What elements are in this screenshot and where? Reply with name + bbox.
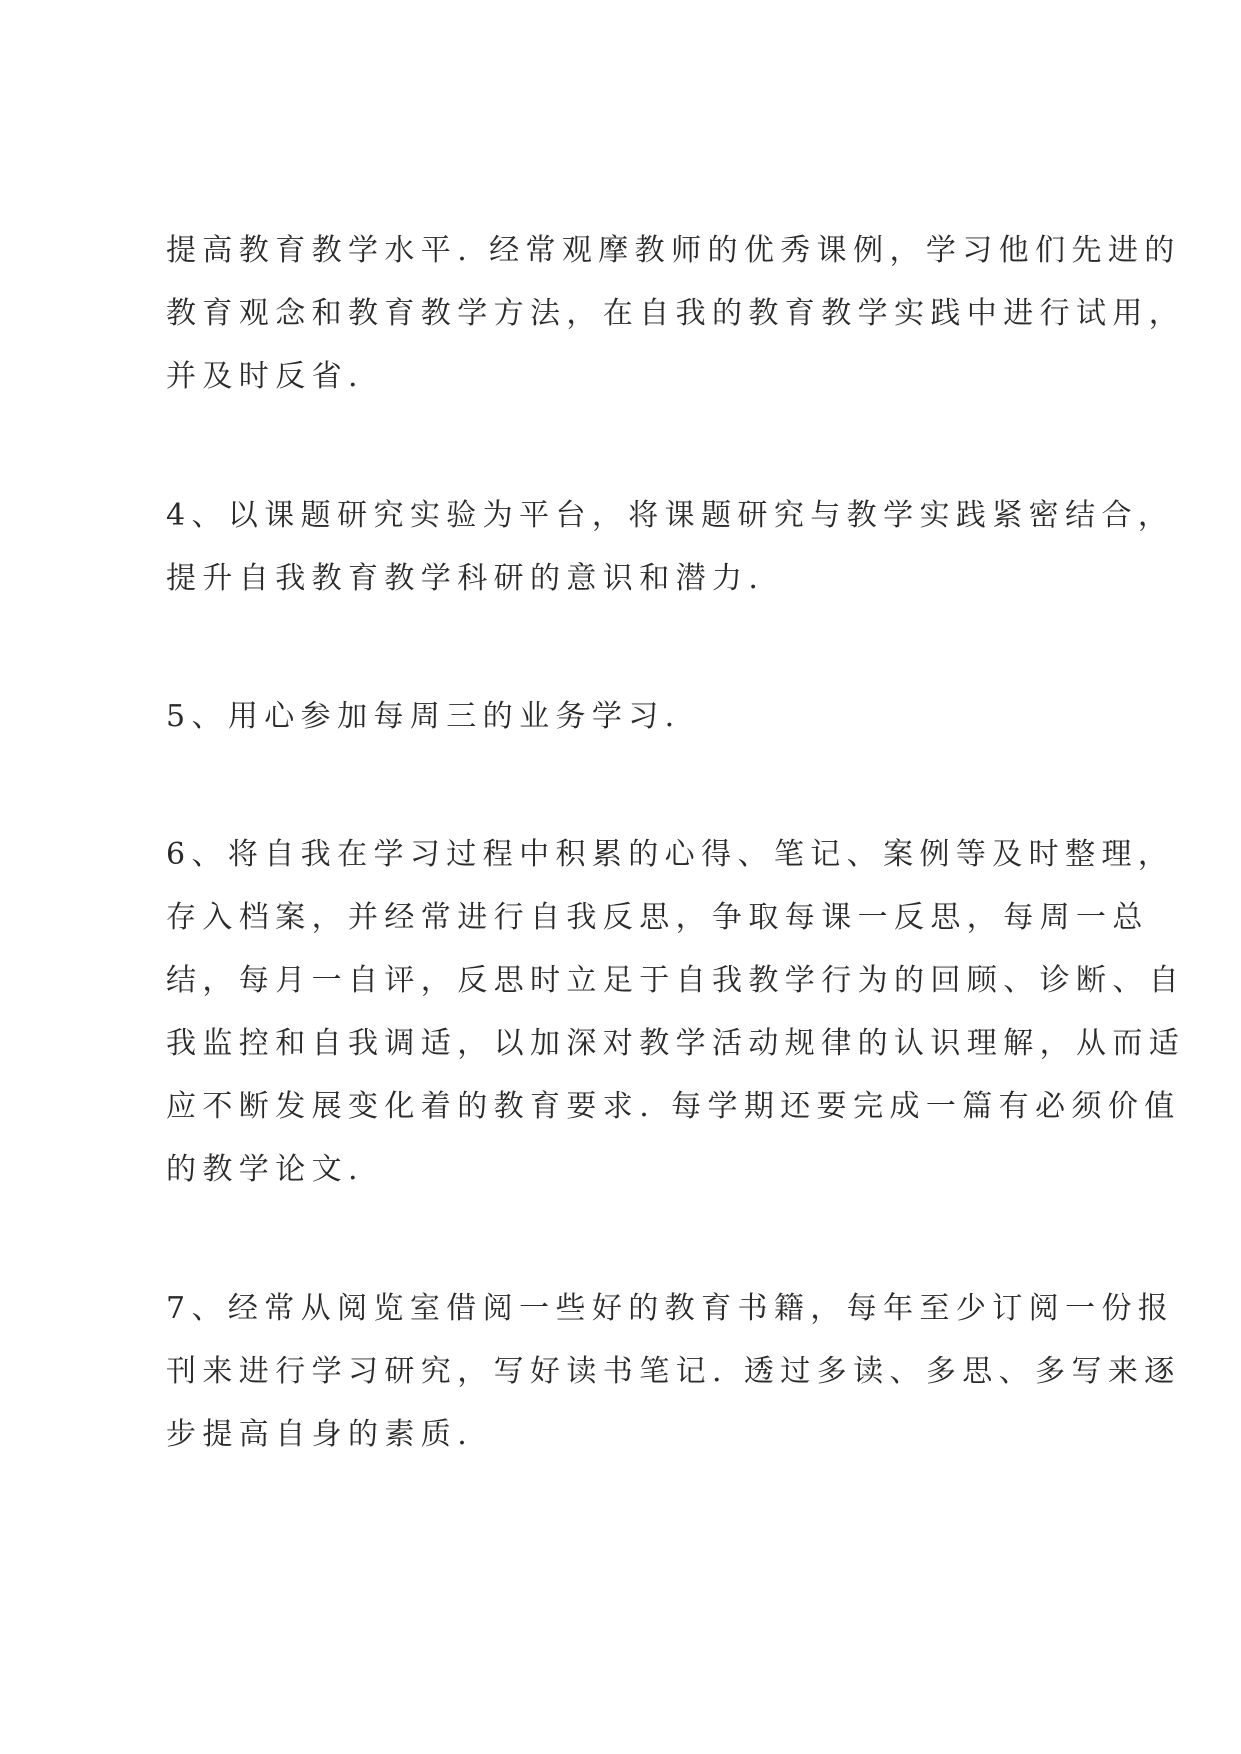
text-line: 结，每月一自评，反思时立足于自我教学行为的回顾、诊断、自 (166, 963, 1186, 998)
text-line: 步提高自身的素质. (166, 1417, 474, 1452)
text-line: 提高教育教学水平. 经常观摩教师的优秀课例，学习他们先进的 (166, 233, 1181, 268)
text-line: 存入档案，并经常进行自我反思，争取每课一反思，每周一总 (166, 900, 1149, 935)
text-line: 教育观念和教育教学方法，在自我的教育教学实践中进行试用， (166, 296, 1186, 331)
text-line: 我监控和自我调适，以加深对教学活动规律的认识理解，从而适 (166, 1026, 1186, 1061)
text-line: 的教学论文. (166, 1152, 364, 1187)
text-line: 7、经常从阅览室借阅一些好的教育书籍，每年至少订阅一份报 (166, 1291, 1175, 1326)
text-line: 刊来进行学习研究，写好读书笔记. 透过多读、多思、多写来逐 (166, 1354, 1181, 1389)
text-line: 5、用心参加每周三的业务学习. (166, 699, 681, 734)
text-line: 提升自我教育教学科研的意识和潜力. (166, 561, 765, 596)
text-line: 6、将自我在学习过程中积累的心得、笔记、案例等及时整理， (166, 837, 1175, 872)
text-line: 应不断发展变化着的教育要求. 每学期还要完成一篇有必须价值 (166, 1089, 1181, 1124)
text-line: 并及时反省. (166, 359, 364, 394)
text-line: 4、以课题研究实验为平台，将课题研究与教学实践紧密结合， (166, 498, 1175, 533)
